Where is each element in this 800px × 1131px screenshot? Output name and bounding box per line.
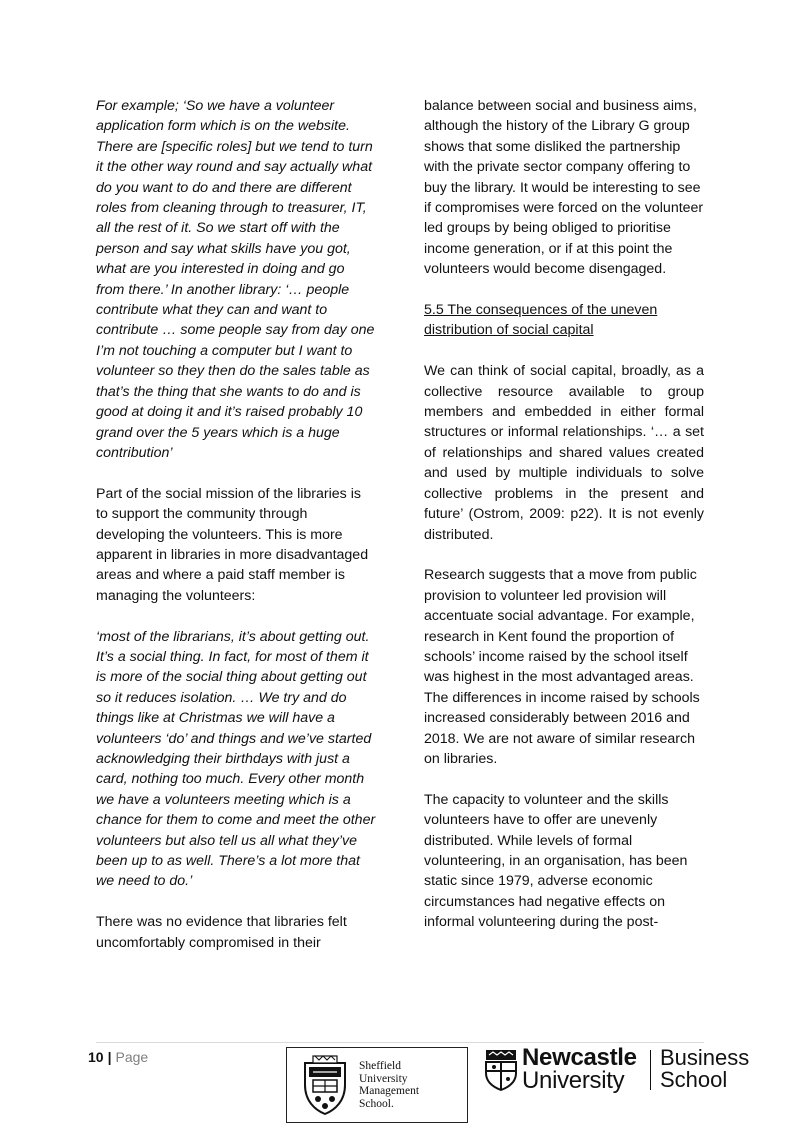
social-capital-paragraph: We can think of social capital, broadly, as a collective resource available to group members and embedded in either formal structures or informal relationships. ‘… a set of relationships and shared values created and used by multiple individuals to solve collective problems in the present and future’ (Ostrom, 2009: p22). It is not evenly distributed.	[424, 363, 704, 543]
section-heading-5-5: 5.5 The consequences of the uneven distribution of social capital	[424, 302, 658, 339]
sheffield-logo-text	[359, 1060, 419, 1110]
footer-rule	[96, 1042, 704, 1043]
page-number-footer	[88, 1048, 148, 1066]
sheffield-crest-icon	[299, 1055, 351, 1117]
compromise-paragraph-continued: balance between social and business aims, although the history of the Library G group shows that some disliked the partnership with the private sector company offering to buy the library. It would be interesting to see if compromises were forced on the volunteer led groups by being obliged to prioritise income generation, or if at this point the volunteers would become disengaged.	[424, 98, 704, 278]
business-wordmark-line-2: School	[660, 1067, 728, 1092]
volunteer-capacity-paragraph: The capacity to volunteer and the skills volunteers have to offer are unevenly distributed. While levels of formal volunteering, in an organisation, has been static since 1979, adverse economic circumstances had negative effects on informal volunteering during the post-	[424, 791, 688, 931]
page-number: 10	[88, 1049, 104, 1065]
business-school-wordmark	[660, 1047, 749, 1091]
newcastle-wordmark-line-1: Newcastle	[522, 1044, 637, 1071]
sheffield-logo-line-1: Sheffield	[359, 1060, 401, 1072]
social-mission-paragraph: Part of the social mission of the libraries is to support the community through developing the volunteers. This is more apparent in libraries in more disadvantaged areas and where a paid staff member is managing the volunteers:	[96, 485, 369, 604]
newcastle-wordmark-line-2: University	[522, 1067, 625, 1094]
interview-quote-volunteer-roles: For example; ‘So we have a volunteer application form which is on the website. There are [specific roles] but we tend to turn it the other way round and say actually what do you want to do and there are different roles from cleaning through to treasurer, IT, all the rest of it. So we start off with the person and say what skills have you got, what are you interested in doing and go from there.’ In another library: ‘… people contribute what they can and want to contribute … some people say from day one I’m not touching a computer but I want to volunteer so they then do the sales table as that’s the thing that she wants to do and is good at doing it and it’s raised probably 10 grand over the 5 years which is a huge contribution’	[96, 98, 375, 461]
sheffield-management-school-logo	[286, 1047, 468, 1123]
page-word: Page	[115, 1049, 149, 1065]
right-column	[424, 96, 704, 953]
sheffield-logo-line-3: Management	[359, 1085, 420, 1097]
interview-quote-social-thing: ‘most of the librarians, it’s about getting out. It’s a social thing. In fact, for most of them it is more of the social thing about getting out so it reduces isolation. … We try and do things like at Christmas we will have a volunteers ‘do’ and things and we’ve started acknowledging their birthdays with just a card, nothing too much. Every other month we have a volunteers meeting which is a chance for them to come and meet the other volunteers but also tell us all what they’ve been up to as well. There’s a lot more that we need to do.’	[96, 628, 376, 890]
sheffield-logo-line-4: School.	[359, 1097, 394, 1110]
business-wordmark-line-1: Business	[660, 1045, 750, 1070]
newcastle-crest-icon	[484, 1049, 518, 1091]
page-separator: |	[107, 1049, 112, 1065]
left-column	[96, 96, 376, 973]
logo-divider	[650, 1050, 651, 1090]
newcastle-business-school-logo	[484, 1044, 764, 1094]
sheffield-logo-line-2: University	[359, 1072, 408, 1085]
research-paragraph: Research suggests that a move from public provision to volunteer led provision will accentuate social advantage. For example, research in Kent found the proportion of schools’ income raised by the school itself was highest in the most advantaged areas. The differences in income raised by schools increased considerably between 2016 and 2018. We are not aware of similar research on libraries.	[424, 567, 700, 767]
newcastle-university-wordmark	[522, 1044, 637, 1094]
compromise-paragraph-start: There was no evidence that libraries felt uncomfortably compromised in their	[96, 914, 347, 951]
